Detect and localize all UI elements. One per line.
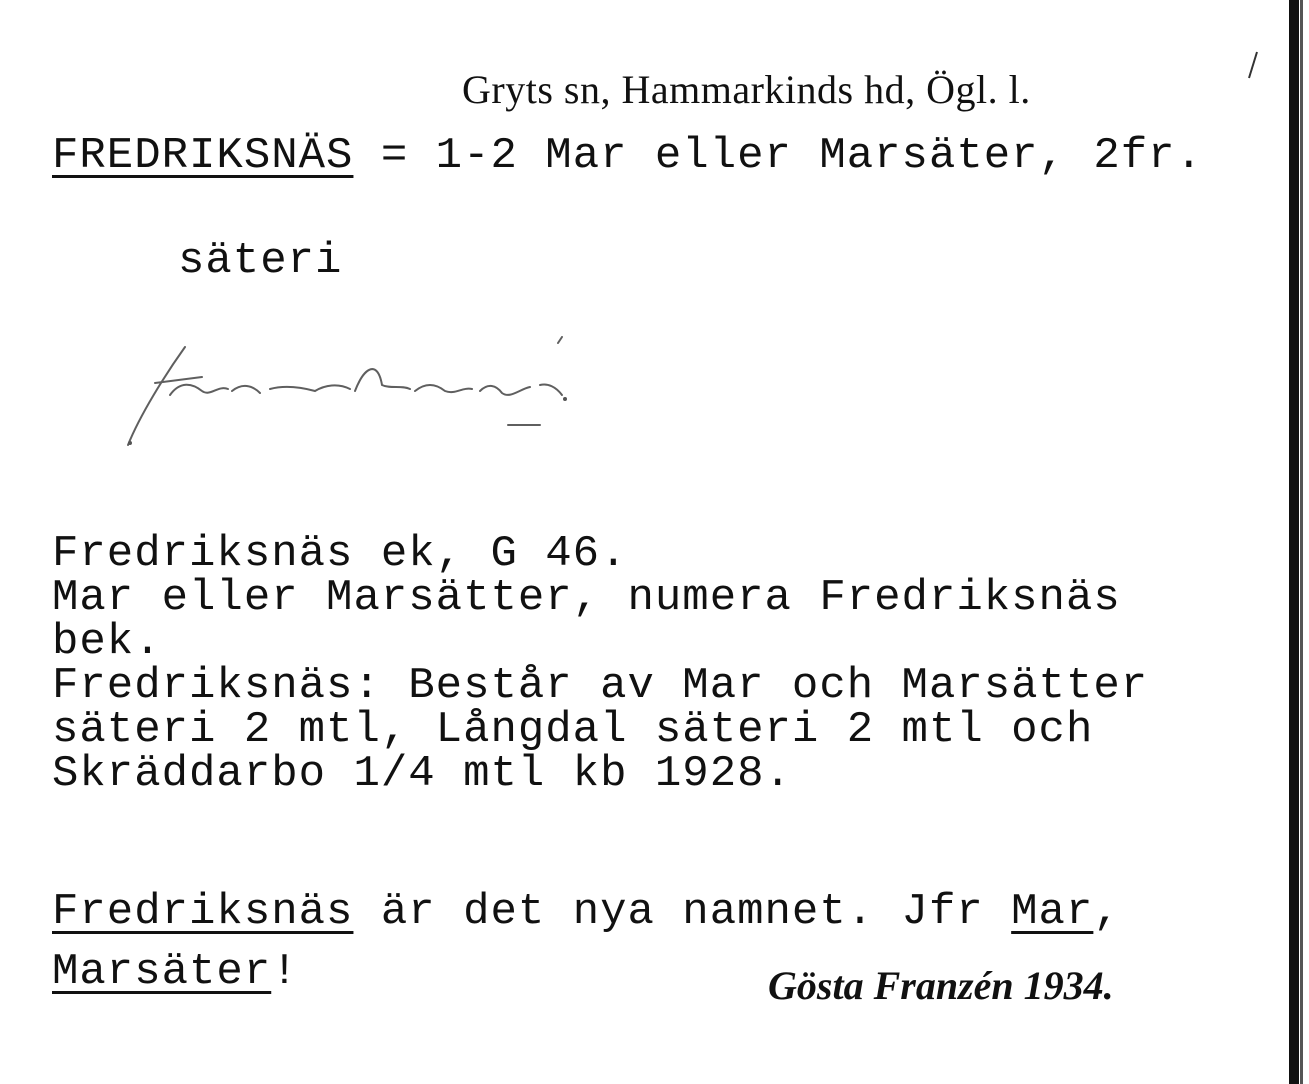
pencil-tick-mark <box>1243 50 1263 80</box>
body-text <box>52 529 1149 799</box>
card-edge-line <box>1300 0 1303 1084</box>
card-edge-shadow <box>1289 0 1299 1084</box>
ref-marsater: Marsäter <box>52 947 272 997</box>
closing-comma: , <box>1093 887 1121 937</box>
handwritten-scribble <box>110 325 590 455</box>
subline: säteri <box>178 236 343 286</box>
closing-bang: ! <box>271 947 299 997</box>
place-line: Gryts sn, Hammarkinds hd, Ögl. l. <box>462 67 1031 112</box>
body-line: säteri 2 mtl, Långdal säteri 2 mtl och <box>52 705 1094 755</box>
headline-rest: = 1-2 Mar eller Marsäter, 2fr. <box>353 131 1203 181</box>
body-line: Fredriksnäs: Består av Mar och Marsätter <box>52 661 1149 711</box>
closing-middle: är det nya namnet. Jfr <box>353 887 1012 937</box>
headline <box>52 131 1203 181</box>
new-name: Fredriksnäs <box>52 887 354 937</box>
signature: Gösta Franzén 1934. <box>768 963 1114 1008</box>
body-line: Fredriksnäs ek, G 46. <box>52 529 628 579</box>
ref-mar: Mar <box>1011 887 1094 937</box>
body-line: Skräddarbo 1/4 mtl kb 1928. <box>52 749 792 799</box>
body-line: bek. <box>52 617 162 667</box>
headword: FREDRIKSNÄS <box>52 131 354 181</box>
body-line: Mar eller Marsätter, numera Fredriksnäs <box>52 573 1121 623</box>
